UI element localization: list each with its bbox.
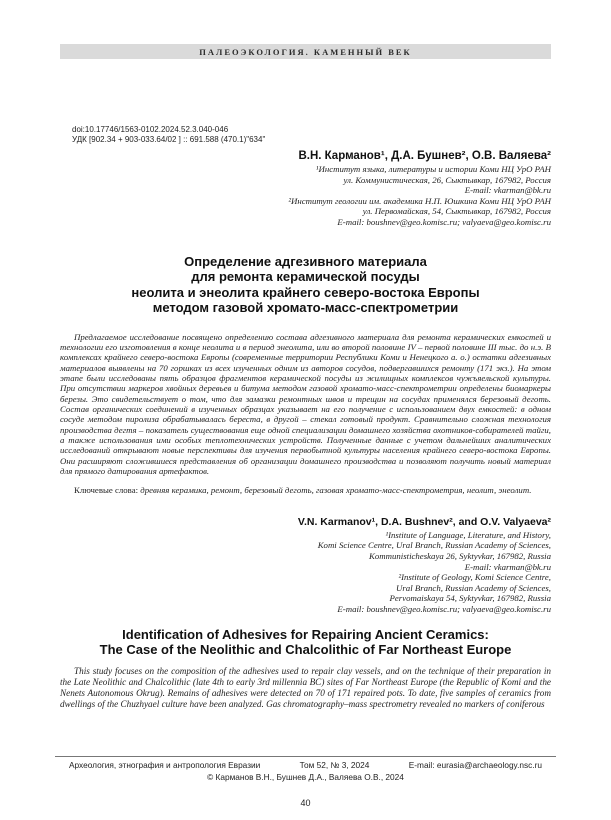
affiliation-line: ²Institute of Geology, Komi Science Centre,: [398, 572, 551, 583]
abstract-english: This study focuses on the composition of the adhesives used to repair clay vessels, and on the technique of their preparation in the Late Neolithic and Chalcolithic (late 4th to early 3rd millennia BC) sites of Far Northeast Europe (the Republic of Komi and the Nenets Autonomous Okrug). Remains of adhesives were detected on 70 of 171 repaired pots. To date, five samples of ceramics from dwellings of the Chuzhyael culture have been analyzed. Gas chromatography–mass spectrometry revealed no markers of coniferous: [60, 665, 551, 710]
doi-text: doi:10.17746/1563-0102.2024.52.3.040-046: [72, 125, 229, 134]
article-meta: [72, 125, 551, 145]
affiliation-line: ²Институт геологии им. академика Н.П. Юшкина Коми НЦ УрО РАН: [288, 195, 551, 206]
affiliation-email: E-mail: vkarman@bk.ru: [464, 185, 551, 196]
page-footer: [55, 756, 556, 782]
footer-copyright: © Карманов В.Н., Бушнев Д.А., Валяева О.В., 2024: [207, 772, 404, 782]
keywords-block: [60, 485, 551, 496]
page-number: 40: [300, 798, 311, 808]
affiliation-line: ¹Институт языка, литературы и истории Коми НЦ УрО РАН: [315, 164, 551, 174]
abstract-russian: Предлагаемое исследование посвящено определению состава адгезивного материала для ремонта керамических емкостей и технологии его изготовления в конце неолита и в период энеолита, или во второй половине IV – первой половине III тыс. до н.э. В комплексах крайнего северо-востока Европы (современные территории Республики Коми и Ненецкого а. о.) остатки адгезивных материалов выявлены на 70 горшках из всех изученных одним из авторов сосудов, подвергавшихся ремонту (171 экз.). На этом этапе были исследованы пять образцов фрагментов керамической посуды из жилищных комплексов чужъяельской культуры. При отсутствии маркеров хвойных деревьев и битума методом газовой хромато-масс-спектрометрии определены биомаркеры березы. Это свидетельствует о том, что для замазки ремонтных швов и трещин на сосудах применялся березовый деготь. Состав органических соединений в изученных образцах указывает на его получение с использованием двух емкостей: в одном сосуде методом пиролиза обрабатывалась береста, в другой – стекал готовый продукт. Сравнительно сложная технология производства дегтя – показатель существования еще одной специализации домашнего хозяйства охотников-собирателей тайги, а также использования ими особых теплотехнических устройств. Полученные данные с учетом дальнейших аналитических исследований открывают новые перспективы для изучения первобытной культуры населения крайнего северо-востока Европы. Они расширяют сложившиеся представления об организации домашнего производства и позволяют получить новый материал для прямого датирования артефактов.: [60, 331, 551, 477]
keywords-text: древняя керамика, ремонт, березовый деготь, газовая хромато-масс-спектрометрия, неолит, энеолит.: [138, 485, 532, 496]
affiliations-english: [60, 530, 551, 615]
affiliation-line: ул. Коммунистическая, 26, Сыктывкар, 167982, Россия: [343, 174, 551, 185]
footer-journal-name: Археология, этнография и антропология Евразии: [69, 760, 261, 770]
affiliation-email: E-mail: boushnev@geo.komisc.ru; valyaeva@geo.komisc.ru: [337, 216, 551, 227]
title-line: для ремонта керамической посуды: [191, 269, 420, 285]
authors-russian: В.Н. Карманов¹, Д.А. Бушнев², О.В. Валяева²: [298, 150, 551, 162]
title-line: Определение адгезивного материала: [184, 253, 427, 269]
title-line: Identification of Adhesives for Repairing Ancient Ceramics:: [122, 626, 489, 642]
keywords-label: Ключевые слова:: [74, 485, 139, 496]
article-title-english: [60, 627, 551, 657]
title-line: неолита и энеолита крайнего северо-востока Европы: [131, 284, 480, 300]
title-line: The Case of the Neolithic and Chalcolithic of Far Northeast Europe: [99, 641, 512, 657]
section-header-band: [60, 44, 551, 59]
title-line: методом газовой хромато-масс-спектрометрии: [152, 300, 459, 316]
affiliations-russian: [60, 164, 551, 228]
footer-journal-line: [55, 760, 556, 770]
affiliation-line: Komi Science Centre, Ural Branch, Russian Academy of Sciences,: [317, 540, 551, 551]
affiliation-line: Pervomaiskaya 54, Syktyvkar, 167982, Russia: [389, 593, 551, 604]
affiliation-email: E-mail: boushnev@geo.komisc.ru; valyaeva@geo.komisc.ru: [337, 604, 551, 615]
footer-email: E-mail: eurasia@archaeology.nsc.ru: [408, 760, 542, 770]
footer-divider: [55, 756, 556, 757]
affiliation-line: Ural Branch, Russian Academy of Sciences,: [396, 582, 551, 593]
affiliation-line: ул. Первомайская, 54, Сыктывкар, 167982, Россия: [362, 206, 551, 217]
affiliation-line: ¹Institute of Language, Literature, and History,: [385, 529, 551, 540]
udc-text: УДК [902.34 + 903-033.64/02 ] :: 691.588 (470.1)"634": [72, 135, 266, 144]
article-title-russian: [60, 254, 551, 316]
footer-volume-info: Том 52, № 3, 2024: [299, 760, 370, 770]
affiliation-line: Kommunisticheskaya 26, Syktyvkar, 167982, Russia: [368, 551, 551, 562]
section-title: ПАЛЕОЭКОЛОГИЯ. КАМЕННЫЙ ВЕК: [199, 47, 412, 57]
authors-english: V.N. Karmanov¹, D.A. Bushnev², and O.V. Valyaeva²: [297, 515, 551, 528]
affiliation-email: E-mail: vkarman@bk.ru: [464, 561, 551, 572]
